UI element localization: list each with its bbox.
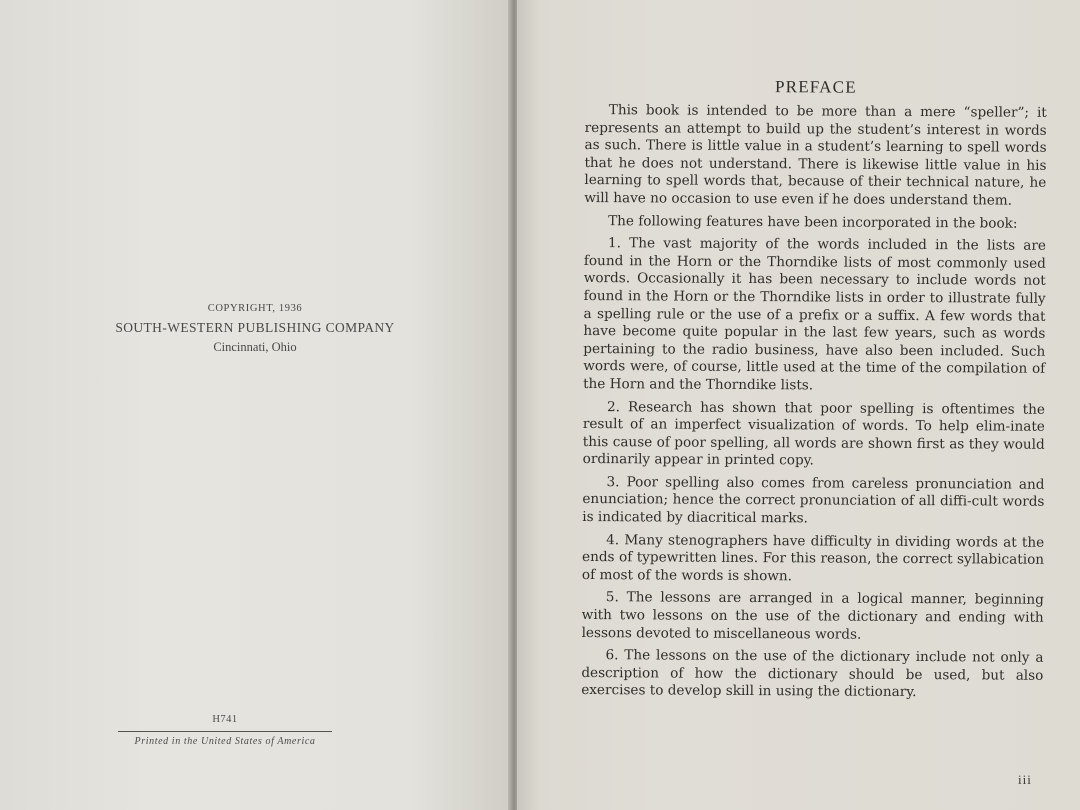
- preface-paragraph: 1. The vast majority of the words included in the lists are found in the Horn or the Thorndike lists of most commonly used words. Occasionally it has been necessary to include words not found in the Horn or the Thorndike lists in order to illustrate fully a spelling rule or the use of a prefix or a suffix. A few words that have become quite popular in the last few years, such as words pertaining to the radio business, have also been included. Such words were, of course, little used at the time of the compilation of the Horn and the Thorndike lists.: [583, 235, 1047, 394]
- preface-paragraph: 6. The lessons on the use of the dictionary include not only a description of how the dictionary should be used, but also exercises to develop skill in using the dictionary.: [581, 647, 1044, 701]
- preface-section: [581, 76, 1047, 708]
- preface-paragraph: 3. Poor spelling also comes from careless pronunciation and enunciation; hence the correct pronunciation of all diffi-cult words is indicated by diacritical marks.: [582, 474, 1045, 527]
- printed-in-line: Printed in the United States of America: [134, 736, 316, 747]
- preface-paragraph: The following features have been incorporated in the book:: [608, 212, 1018, 232]
- page-number: iii: [1018, 772, 1032, 787]
- left-page: [0, 0, 512, 810]
- printer-imprint: [118, 712, 332, 747]
- preface-title: PREFACE: [774, 77, 857, 97]
- preface-paragraph: This book is intended to be more than a mere “speller”; it represents an attempt to build up the student’s interest in words as such. There is little value in a student’s learning to spell words that he does not understand. There is likewise little value in his learning to spell words that, because of their technical nature, he will have no occasion to use even if he does understand them.: [584, 102, 1047, 209]
- copyright-line: COPYRIGHT, 1936: [207, 303, 303, 314]
- imprint-code: H741: [212, 714, 238, 725]
- imprint-rule: [118, 731, 332, 732]
- preface-paragraph: 5. The lessons are arranged in a logical manner, beginning with two lessons on the use of the dictionary and ending with lessons devoted to miscellaneous words.: [581, 589, 1044, 643]
- preface-paragraph: 2. Research has shown that poor spelling is oftentimes the result of an imperfect visualization of words. To help elim-inate this cause of poor spelling, all words are shown first as they would ordinarily appear in printed copy.: [582, 398, 1046, 469]
- copyright-block: [60, 300, 450, 356]
- publisher-name: SOUTH-WESTERN PUBLISHING COMPANY: [115, 320, 395, 335]
- publisher-city: Cincinnati, Ohio: [213, 340, 297, 354]
- preface-paragraph: 4. Many stenographers have difficulty in dividing words at the ends of typewritten lines. For this reason, the correct syllabication of most of the words is shown.: [581, 531, 1045, 585]
